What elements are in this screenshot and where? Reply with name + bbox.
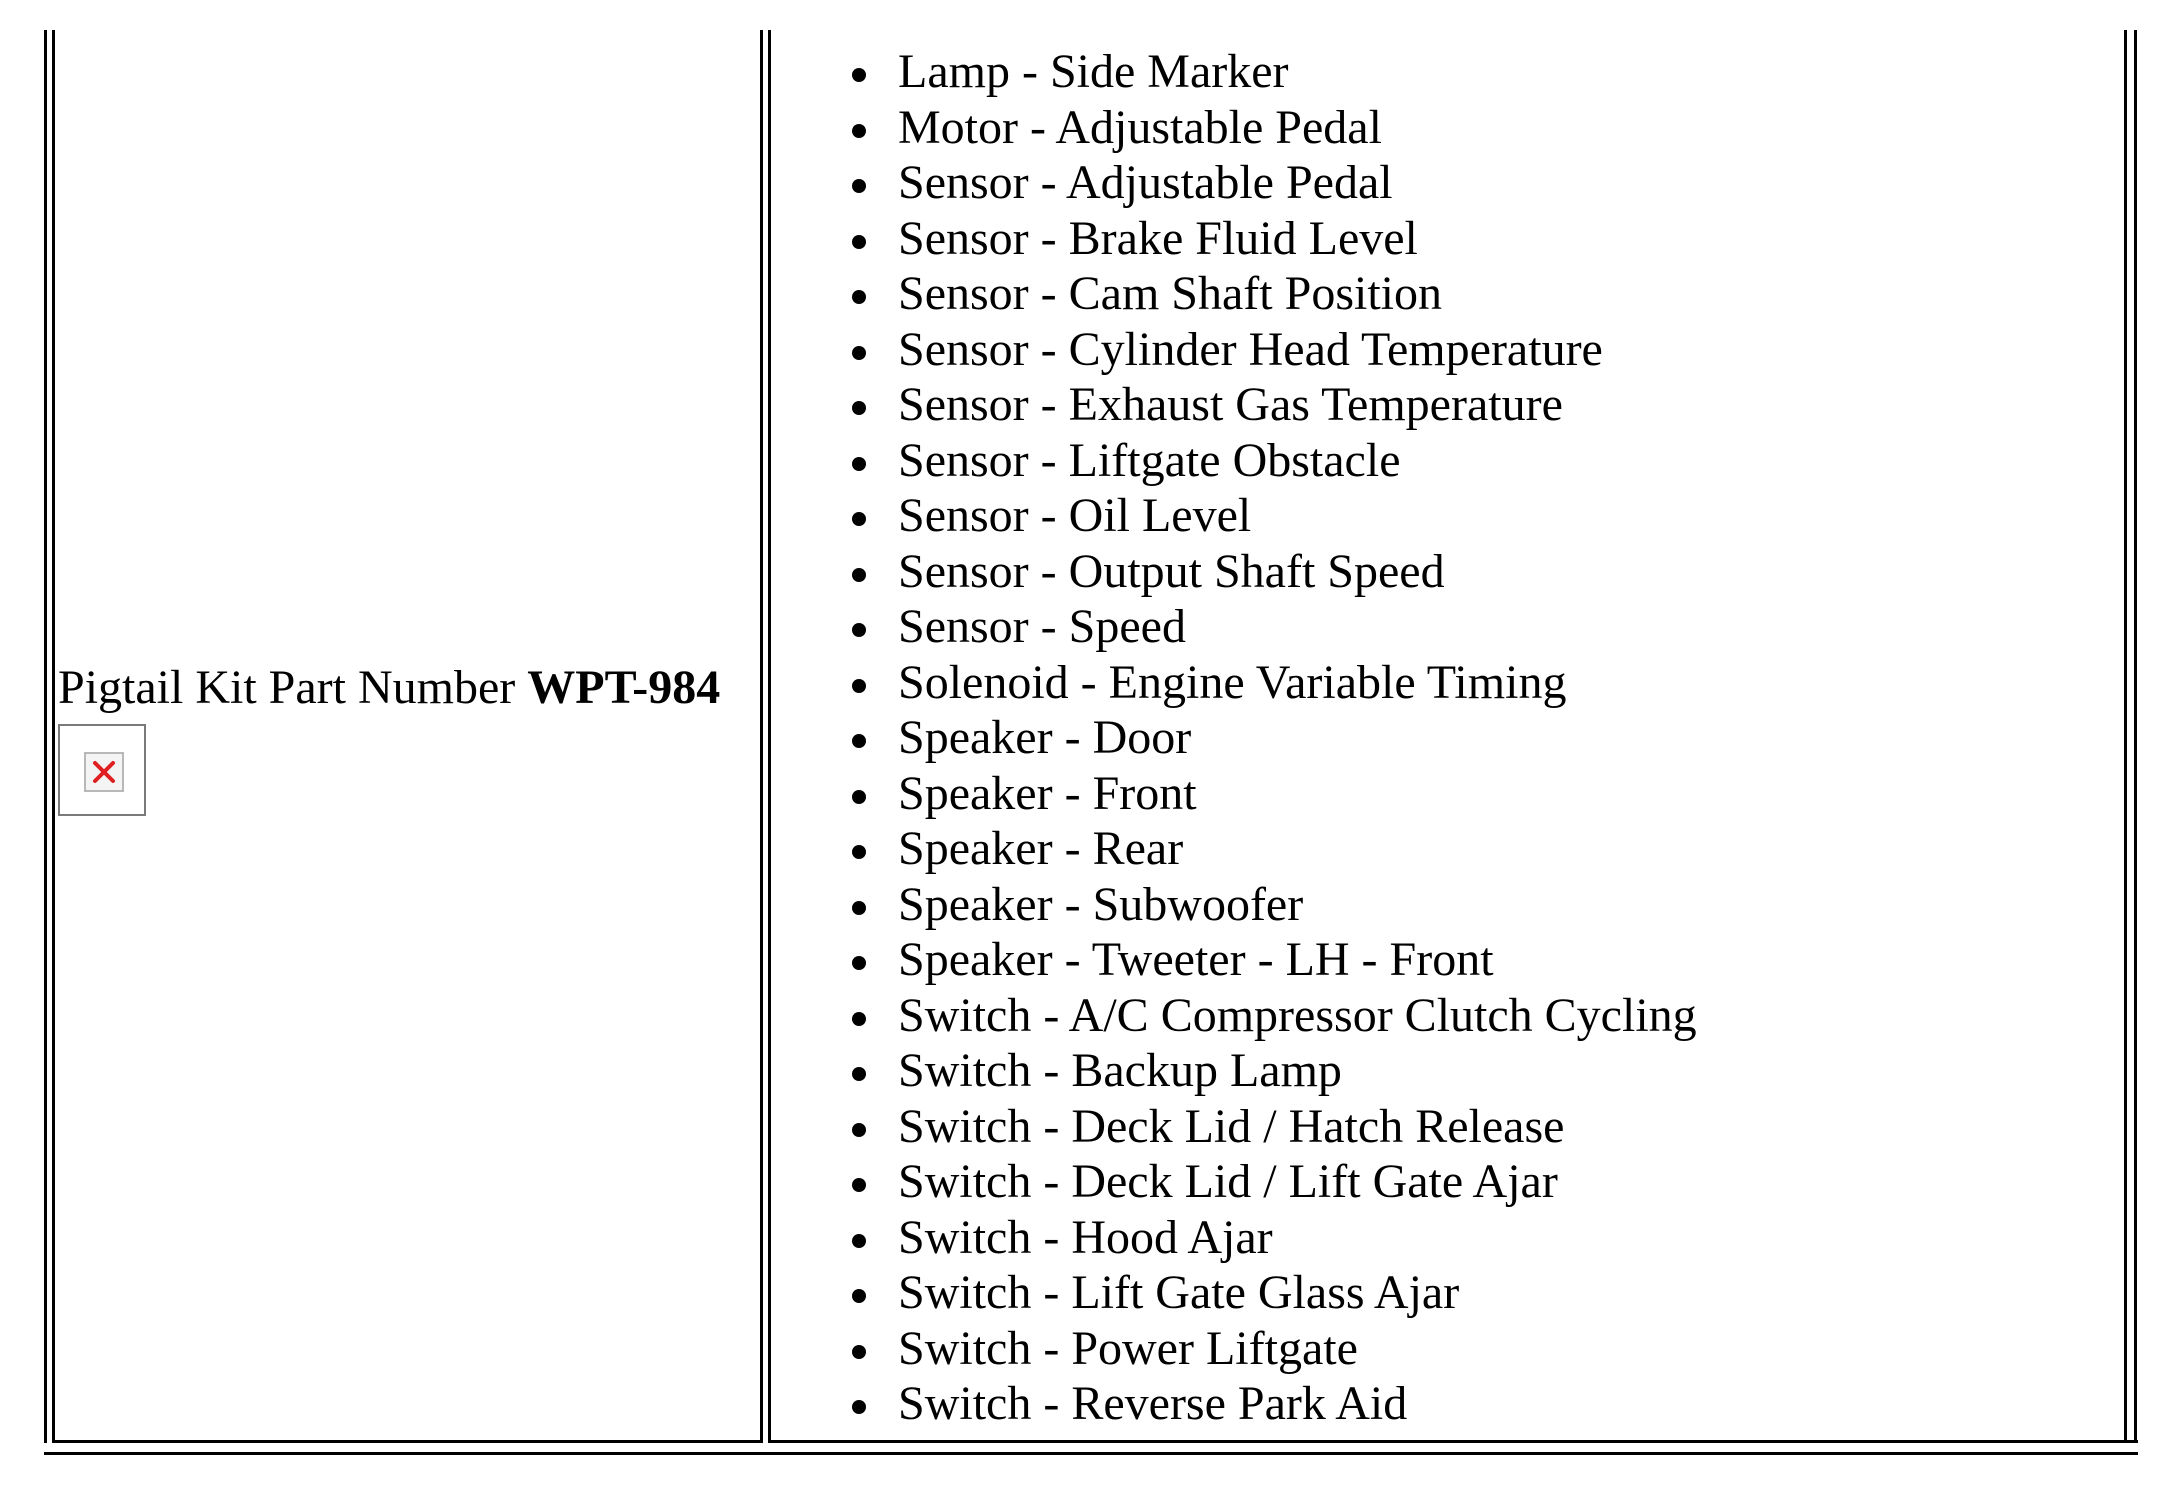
list-item-text: Switch - Lift Gate Glass Ajar [898,1266,1460,1319]
list-item-text: Switch - Reverse Park Aid [898,1377,1408,1430]
list-item-text: Speaker - Subwoofer [898,877,1304,931]
list-item [780,377,2100,433]
component-list [780,44,2100,1432]
bullet-icon [852,845,866,859]
list-item [780,433,2100,489]
list-item-text: Sensor - Cam Shaft Position [898,267,1443,320]
bullet-icon [852,956,866,970]
list-item [780,322,2100,378]
list-item [780,155,2100,211]
list-item [780,655,2100,711]
bullet-icon [852,401,866,415]
list-item-text: Switch - Deck Lid / Hatch Release [898,1099,1565,1153]
list-item-text: Sensor - Cylinder Head Temperature [898,322,1603,376]
list-item [780,710,2100,766]
cell-border-mid-left [760,30,763,1443]
bullet-icon [852,68,866,82]
bullet-icon [852,1400,866,1414]
bullet-icon [852,679,866,693]
broken-image-icon [58,724,146,816]
bullet-icon [852,457,866,471]
bullet-icon [852,346,866,360]
list-item [780,1210,2100,1266]
bullet-icon [852,901,866,915]
list-item [780,599,2100,655]
list-item-text: Switch - A/C Compressor Clutch Cycling [898,988,1697,1042]
list-item [780,821,2100,877]
list-item-text: Switch - Deck Lid / Lift Gate Ajar [898,1155,1558,1208]
list-item [780,1154,2100,1210]
list-item [780,488,2100,544]
list-item-text: Switch - Power Liftgate [898,1321,1358,1375]
list-item [780,932,2100,988]
list-item-text: Switch - Hood Ajar [898,1210,1273,1264]
list-item-text: Speaker - Tweeter - LH - Front [898,933,1494,986]
list-item [780,1376,2100,1432]
table-bottom-border [44,1452,2138,1455]
bullet-icon [852,235,866,249]
list-item [780,100,2100,156]
bullet-icon [852,1178,866,1192]
list-item-text: Sensor - Speed [898,600,1186,653]
bullet-icon [852,790,866,804]
bullet-icon [852,1345,866,1359]
table-border-right-inner [2124,30,2127,1443]
list-item [780,544,2100,600]
list-item [780,766,2100,822]
table-border-left-outer [44,30,47,1443]
list-item [780,1099,2100,1155]
list-item-text: Speaker - Front [898,766,1197,820]
bullet-icon [852,1012,866,1026]
red-x-icon [92,760,116,784]
component-list-cell [780,44,2100,1432]
list-item [780,44,2100,100]
list-item [780,1321,2100,1377]
bullet-icon [852,512,866,526]
list-item-text: Sensor - Adjustable Pedal [898,156,1393,209]
list-item-text: Sensor - Brake Fluid Level [898,211,1418,265]
bullet-icon [852,124,866,138]
list-item-text: Speaker - Rear [898,822,1184,875]
list-item [780,988,2100,1044]
bullet-icon [852,1067,866,1081]
cell-border-mid-right [768,30,771,1443]
list-item-text: Sensor - Exhaust Gas Temperature [898,378,1563,431]
list-item [780,211,2100,267]
bullet-icon [852,1123,866,1137]
bullet-icon [852,1234,866,1248]
list-item-text: Switch - Backup Lamp [898,1044,1342,1097]
list-item-text: Solenoid - Engine Variable Timing [898,655,1567,709]
bullet-icon [852,734,866,748]
bullet-icon [852,290,866,304]
list-item-text: Sensor - Oil Level [898,489,1252,542]
bullet-icon [852,623,866,637]
bullet-icon [852,568,866,582]
bullet-icon [852,179,866,193]
part-number-value: WPT-984 [527,661,721,714]
list-item-text: Sensor - Output Shaft Speed [898,544,1445,598]
part-number-cell [58,34,758,1434]
list-item-text: Lamp - Side Marker [898,45,1289,98]
table-border-left-inner [52,30,55,1443]
bullet-icon [852,1289,866,1303]
list-item [780,1043,2100,1099]
broken-image-frame [84,752,124,792]
left-cell-bottom-border [52,1440,762,1443]
list-item-text: Speaker - Door [898,711,1192,764]
part-label-prefix: Pigtail Kit Part Number [58,661,528,714]
right-cell-bottom-border [768,1440,2138,1443]
list-item-text: Sensor - Liftgate Obstacle [898,433,1401,487]
list-item [780,266,2100,322]
list-item-text: Motor - Adjustable Pedal [898,100,1382,154]
list-item [780,877,2100,933]
part-number-label [58,661,721,714]
table-border-right-outer [2134,30,2137,1443]
list-item [780,1265,2100,1321]
